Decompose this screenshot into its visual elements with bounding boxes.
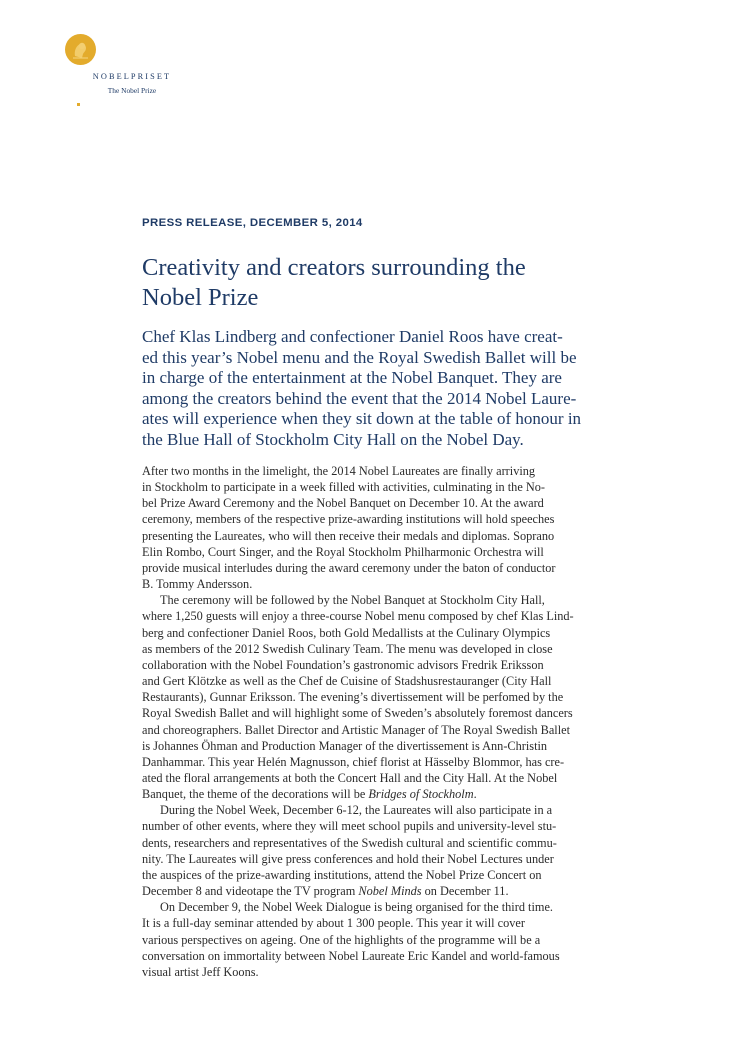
lede-line: the Blue Hall of Stockholm City Hall on the Nobel Day.: [142, 429, 524, 449]
body-line: berg and confectioner Daniel Roos, both Gold Medallists at the Culinary Olympics: [142, 625, 551, 640]
page-title: [142, 253, 612, 313]
body-line: Restaurants), Gunnar Eriksson. The evening’s divertissement will be perfomed by the: [142, 690, 564, 705]
body-line: is Johannes Öhman and Production Manager of the divertissement is Ann-Christin: [142, 738, 548, 753]
body-line: dents, researchers and representatives of the Swedish cultural and scientific commu-: [142, 835, 557, 850]
body-italic: Nobel Minds: [358, 884, 422, 899]
body-line: The ceremony will be followed by the Nobel Banquet at Stockholm City Hall,: [160, 593, 545, 608]
body-line: During the Nobel Week, December 6-12, the Laureates will also participate in a: [160, 803, 553, 818]
lede-line: among the creators behind the event that the 2014 Nobel Laure-: [142, 388, 577, 408]
body-line: visual artist Jeff Koons.: [142, 964, 259, 979]
body-line: presenting the Laureates, who will then receive their medals and diplomas. Soprano: [142, 528, 555, 543]
body-line: the auspices of the prize-awarding institutions, attend the Nobel Prize Concert on: [142, 867, 542, 882]
lede-line: Chef Klas Lindberg and confectioner Daniel Roos have creat-: [142, 327, 563, 346]
body-line: provide musical interludes during the award ceremony under the baton of conductor: [142, 560, 556, 575]
body-line: On December 9, the Nobel Week Dialogue is being organised for the third time.: [160, 900, 553, 915]
body-fragment: December 8 and videotape the TV program: [142, 884, 359, 899]
body-line: bel Prize Award Ceremony and the Nobel Banquet on December 10. At the award: [142, 496, 544, 511]
body-italic: Bridges of Stockholm: [368, 787, 474, 802]
body-line: After two months in the limelight, the 2014 Nobel Laureates are finally arriving: [142, 464, 536, 478]
body-fragment: .: [473, 787, 477, 802]
nobel-logo: [52, 34, 172, 95]
nobel-medal-icon: [65, 34, 96, 65]
body-line: [142, 883, 612, 899]
body-line: [142, 786, 612, 802]
body-line: nity. The Laureates will give press conferences and hold their Nobel Lectures under: [142, 851, 554, 866]
body-line: number of other events, where they will meet school pupils and university-level stu-: [142, 819, 557, 834]
logo-wordmark: NOBELPRISET: [92, 72, 172, 81]
press-release-kicker: PRESS RELEASE, DECEMBER 5, 2014: [142, 217, 363, 229]
lede-line: in charge of the entertainment at the Nobel Banquet. They are: [142, 368, 562, 387]
body-line: Royal Swedish Ballet and will highlight some of Sweden’s absolutely foremost dancers: [142, 706, 573, 721]
body-line: Elin Rombo, Court Singer, and the Royal Stockholm Philharmonic Orchestra will: [142, 544, 544, 559]
body-line: as members of the 2012 Swedish Culinary Team. The menu was developed in close: [142, 641, 553, 656]
lede-line: ed this year’s Nobel menu and the Royal Swedish Ballet will be: [142, 347, 577, 367]
body-line: B. Tommy Andersson.: [142, 577, 253, 592]
title-line: Nobel Prize: [142, 284, 259, 311]
body-line: ated the floral arrangements at both the Concert Hall and the City Hall. At the Nobel: [142, 770, 558, 785]
lede-line: ates will experience when they sit down at the table of honour in: [142, 409, 582, 428]
body-line: in Stockholm to participate in a week filled with activities, culminating in the No-: [142, 480, 545, 495]
title-line: Creativity and creators surrounding the: [142, 254, 526, 281]
body-text: [142, 463, 612, 980]
body-line: ceremony, members of the respective prize-awarding institutions will hold speeches: [142, 512, 555, 527]
body-line: conversation on immortality between Nobel Laureate Eric Kandel and world-famous: [142, 948, 560, 963]
body-line: collaboration with the Nobel Foundation’s gastronomic advisors Fredrik Eriksson: [142, 657, 544, 672]
body-fragment: on December 11.: [421, 884, 509, 899]
body-line: Danhammar. This year Helén Magnusson, chief florist at Hässelby Blommor, has cre-: [142, 754, 565, 769]
lede-paragraph: [142, 327, 612, 450]
body-line: and choreographers. Ballet Director and Artistic Manager of The Royal Swedish Ballet: [142, 722, 570, 737]
body-fragment: Banquet, the theme of the decorations will be: [142, 787, 369, 802]
body-line: It is a full-day seminar attended by about 1 300 people. This year it will cover: [142, 916, 525, 931]
body-line: and Gert Klötzke as well as the Chef de Cuisine of Stadshusrestauranger (City Hall: [142, 674, 552, 689]
body-line: where 1,250 guests will enjoy a three-course Nobel menu composed by chef Klas Lind-: [142, 609, 574, 624]
body-line: various perspectives on ageing. One of the highlights of the programme will be a: [142, 932, 541, 947]
logo-dot: [77, 103, 80, 106]
logo-subtitle: The Nobel Prize: [107, 86, 157, 95]
